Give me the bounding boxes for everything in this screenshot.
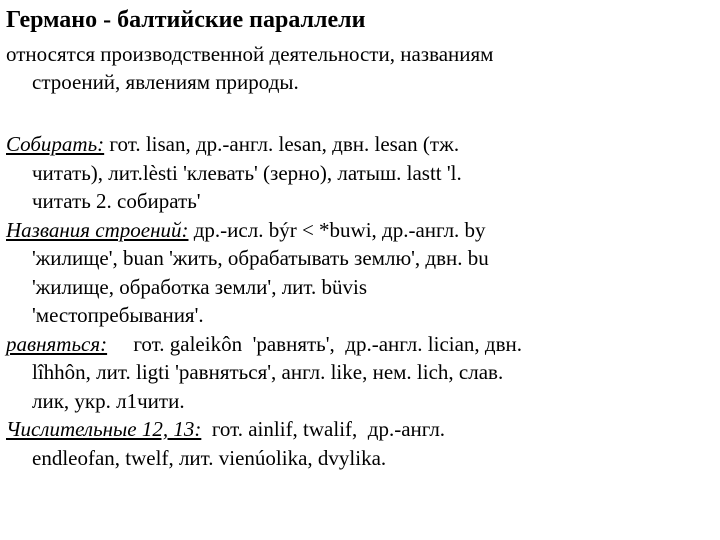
entries-list — [6, 130, 522, 472]
entry-first-line — [6, 130, 522, 159]
entry-text: др.-исл. býr < *buwi, др.-англ. by — [188, 217, 486, 242]
entry-text: 'жилище, обработка земли', лит. büvis — [32, 274, 368, 299]
entry-term: Числительные 12, 13: — [6, 417, 202, 441]
entry-nazvaniya-stroeniy — [6, 216, 522, 330]
entry-text: 'местопребывания'. — [32, 303, 204, 327]
entry-first-line — [6, 415, 522, 444]
intro-paragraph — [6, 40, 493, 96]
entry-text: 'жилище', buan 'жить, обрабатывать землю', двн. bu — [32, 246, 489, 270]
entry-sobirat — [6, 130, 522, 216]
intro-line-1: относятся производственной деятельности, названиям — [6, 42, 494, 66]
entry-first-line — [6, 330, 522, 359]
entry-ravnyatsya — [6, 330, 522, 416]
entry-text: гот. ainlif, twalif, др.-англ. — [201, 417, 446, 441]
entry-text: гот. galeikôn 'равнять', др.-англ. lician, двн. — [107, 331, 523, 356]
entry-text: гот. lisan, др.-англ. lesan, двн. lesan (тж. — [104, 132, 460, 156]
entry-term: Названия строений: — [6, 217, 189, 242]
entry-text: читать 2. собирать' — [32, 189, 201, 213]
entry-chislitelnye — [6, 415, 522, 472]
entry-first-line — [6, 216, 522, 245]
entry-text: lîhhôn, лит. ligti 'равняться', англ. like, нем. lich, слав. — [32, 360, 504, 384]
entry-text: читать), лит.lèsti 'клевать' (зерно), латыш. lastt 'l. — [32, 160, 462, 185]
slide-title: Германо - балтийские параллели — [6, 7, 366, 33]
entry-term: равняться: — [6, 331, 108, 356]
entry-text: endleofan, twelf, лит. vienúolika, dvylika. — [32, 445, 387, 470]
entry-text: лик, укр. л1чити. — [32, 388, 185, 413]
intro-line-2: строений, явлениям природы. — [32, 70, 299, 94]
entry-term: Собирать: — [6, 132, 105, 156]
